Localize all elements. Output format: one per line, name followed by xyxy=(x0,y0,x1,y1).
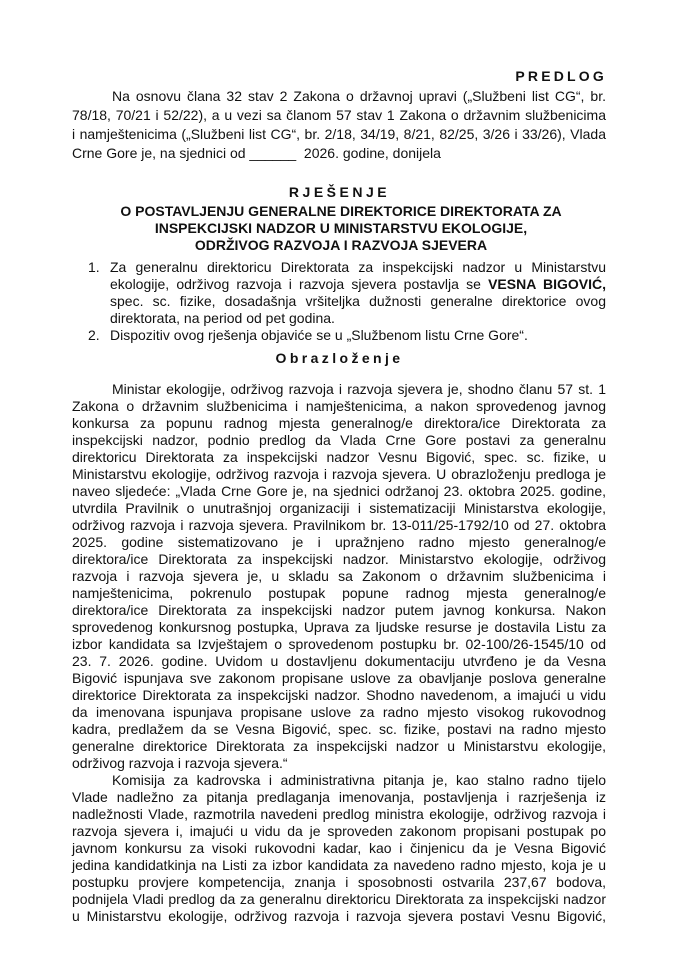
body-line: kadra, predlažem da se Vesna Bigović, spec. sc. fizike, postavi na radno mjesto xyxy=(72,721,606,737)
preamble-line: 78/18, 70/21 i 52/22), a u vezi sa članom 57 stav 1 Zakona o državnim službenicima xyxy=(72,107,606,123)
body-line: održivog razvoja i razvoja sjevera. Pravilnikom br. 13-011/25-1792/10 od 27. oktobra xyxy=(72,517,606,533)
item-line: Dispozitiv ovog rješenja objaviće se u „Službenom listu Crne Gore“. xyxy=(110,327,528,343)
body-line: inspekcijski nadzor, podnio predlog da Vlada Crne Gore postavi za generalnu xyxy=(72,432,606,448)
body-line: direktora/ice Direktorata za inspekcijski nadzor. Ministarstvo ekologije, održivog xyxy=(72,551,606,567)
document-subtitle-line: O POSTAVLJENJU GENERALNE DIREKTORICE DIREKTORATA ZA xyxy=(120,203,562,219)
body-line: konkursa za popunu radnog mjesta generalnog/e direktora/ice Direktorata za xyxy=(72,415,606,431)
body-line: generalne direktorice Direktorata za inspekcijski nadzor u Ministarstvu ekologije, xyxy=(72,738,606,754)
item-text: ekologije, održivog razvoja i razvoja sjevera postavlja se xyxy=(110,276,489,292)
body-line: razvoja i razvoja sjevera je, u skladu sa Zakonom o državnim službenicima i xyxy=(72,568,606,584)
document-subtitle-line: ODRŽIVOG RAZVOJA I RAZVOJA SJEVERA xyxy=(194,237,488,253)
body-line: razvoja sjevera i, imajući u vidu da je sproveden zakonom propisani postupak po xyxy=(72,823,606,839)
body-line: direktoricu Direktorata za inspekcijski nadzor Vesnu Bigović, spec. sc. fizike, u xyxy=(72,449,606,465)
body-line: Ministar ekologije, održivog razvoja i razvoja sjevera je, shodno članu 57 st. 1 xyxy=(112,381,606,397)
body-line: direktora/ice Direktorata za inspekcijski nadzor putem javnog konkursa. Nakon xyxy=(72,602,606,618)
body-line: postupku provjere kompetencija, znanja i sposobnosti ostvarila 237,67 bodova, xyxy=(72,874,606,890)
body-line: održivog razvoja i razvoja sjevera.“ xyxy=(72,755,288,771)
document-subtitle-line: INSPEKCIJSKI NADZOR U MINISTARSTVU EKOLOGIJE, xyxy=(154,220,528,236)
body-line: Ministarstvu ekologije, održivog razvoja i razvoja sjevera. U obrazloženju predloga je xyxy=(72,466,606,482)
body-line: u Ministarstvu ekologije, održivog razvoja i razvoja sjevera postavi Vesnu Bigović, xyxy=(72,908,606,924)
body-line: 23. 7. 2026. godine. Uvidom u dostavljenu dokumentaciju utvrđeno je da Vesna xyxy=(72,653,606,669)
body-line: Zakona o državnim službenicima i namještenicima, a nakon sprovedenog javnog xyxy=(72,398,606,414)
body-line: Komisija za kadrovska i administrativna pitanja je, kao stalno radno tijelo xyxy=(112,772,606,788)
body-line: jedina kandidatkinja na Listi za izbor kandidata za navedeno radno mjesto, koja je u xyxy=(72,857,606,873)
preamble-line: Na osnovu člana 32 stav 2 Zakona o državnoj upravi („Službeni list CG“, br. xyxy=(112,88,606,104)
body-line: sprovedenog konkursnog postupka, Uprava za ljudske resurse je dostavila Listu za xyxy=(72,619,606,635)
body-line: 2025. godine sistematizovano je i upražnjeno radno mjesto generalnog/e xyxy=(72,534,606,550)
document-title: RJEŠENJE xyxy=(288,184,391,200)
appointee-name: VESNA BIGOVIĆ, xyxy=(488,276,606,292)
item-number: 2. xyxy=(88,327,100,343)
body-line: javnom konkursu za visoki rukovodni kadar, kao i činjenicu da je Vesna Bigović xyxy=(72,840,606,856)
body-line: podnijela Vladi predlog da za generalnu direktoricu Direktorata za inspekcijski nadzor xyxy=(72,891,606,907)
item-line: Za generalnu direktoricu Direktorata za inspekcijski nadzor u Ministarstvu xyxy=(110,259,606,275)
body-line: nadležnosti Vlade, razmotrila navedeni predlog ministra ekologije, održivog razvoja i xyxy=(72,806,606,822)
body-line: Bigović ispunjava sve zakonom propisane uslove za obavljanje poslova generalne xyxy=(72,670,606,686)
preamble-line: i namještenicima („Službeni list CG“, br. 2/18, 34/19, 8/21, 82/25, 3/26 i 33/26), Vlada xyxy=(72,126,606,142)
item-line: spec. sc. fizike, dosadašnja vršiteljka dužnosti generalne direktorice ovog xyxy=(110,293,606,309)
preamble-line: Crne Gore je, na sjednici od ______ 2026. godine, donijela xyxy=(72,145,441,161)
section-heading: Obrazloženje xyxy=(275,350,404,366)
body-line: utvrdila Pravilnik o unutrašnjoj organizaciji i sistematizaciji Ministarstva ekologije, xyxy=(72,500,606,516)
body-line: naveo sljedeće: „Vlada Crne Gore je, na sjednici održanoj 23. oktobra 2025. godine, xyxy=(72,483,606,499)
item-line-with-name xyxy=(110,276,606,293)
body-line: izbor kandidata sa Izvještajem o sprovedenom postupku br. 02-100/26-1545/10 od xyxy=(72,636,606,652)
item-number: 1. xyxy=(88,259,100,275)
item-line: direktorata, na period od pet godina. xyxy=(110,310,335,326)
body-line: namještenicima, pokrenulo postupak popune radnog mjesta generalnog/e xyxy=(72,585,606,601)
body-line: da imenovana ispunjava propisane uslove za radno mjesto visokog rukovodnog xyxy=(72,704,606,720)
body-line: direktorice Direktorata za inspekcijski nadzor. Shodno navedenom, a imajući u vidu xyxy=(72,687,606,703)
body-line: Vlade nadležno za pitanja predlaganja imenovanja, postavljenja i razrješenja iz xyxy=(72,789,606,805)
document-tag: PREDLOG xyxy=(515,68,607,84)
